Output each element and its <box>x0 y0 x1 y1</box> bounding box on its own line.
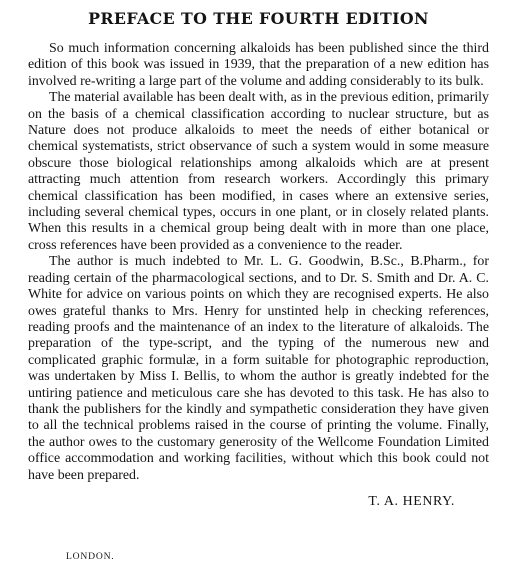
place-of-writing: LONDON. <box>66 551 115 562</box>
page-title: PREFACE TO THE FOURTH EDITION <box>88 9 429 28</box>
author-signature: T. A. HENRY. <box>368 493 455 509</box>
preface-body <box>28 41 489 484</box>
paragraph-3: The author is much indebted to Mr. L. G. Goodwin, B.Sc., B.Pharm., for reading certain of the pharmacological sections, and to Dr. S. Smith and Dr. A. C. White for advice on various points on which they are recognised experts. He also owes grateful thanks to Mrs. Henry for unstinted help in checking references, reading proofs and the maintenance of an index to the literature of alkaloids. The preparation of the type-script, and the typing of the numerous new and complicated graphic formulæ, in a form suitable for photographic reproduction, was undertaken by Miss I. Bellis, to whom the author is greatly indebted for the untiring patience and meticulous care she has devoted to this task. He has also to thank the publishers for the kindly and sympathetic consideration they have given to all the technical problems raised in the course of printing the volume. Finally, the author owes to the customary generosity of the Wellcome Foundation Limited office accommodation and working facilities, without which this book could not have been prepared. <box>28 254 489 483</box>
paragraph-1: So much information concerning alkaloids has been published since the third edition of this book was issued in 1939, that the preparation of a new edition has involved re-writing a large part of the volume and adding considerably to its bulk. <box>28 41 489 89</box>
paragraph-2: The material available has been dealt with, as in the previous edition, primarily on the basis of a chemical classification according to nuclear structure, but as Nature does not produce alkaloids to meet the needs of either botanical or chemical systematists, strict observance of such a system would in some measure obscure those biological relationships among alkaloids which are at present attracting much attention from research workers. Accordingly this primary chemical classification has been modified, in cases where an extensive series, including several chemical types, occurs in one plant, or in closely related plants. When this results in a chemical group being dealt with in more than one place, cross references have been provided as a convenience to the reader. <box>28 90 489 253</box>
